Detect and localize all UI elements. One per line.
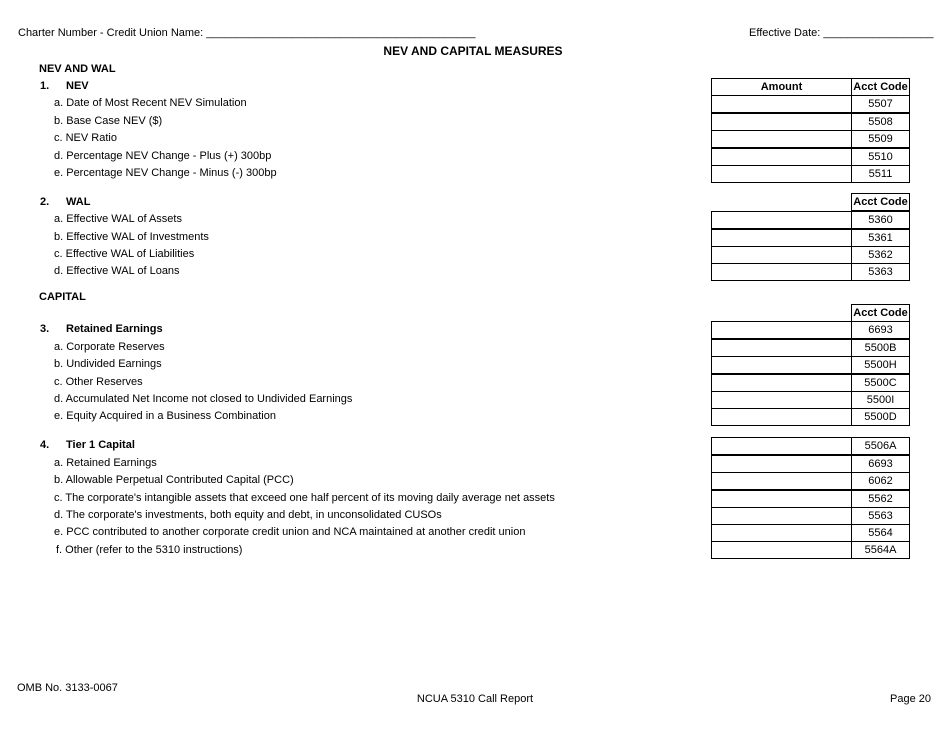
nev-amount-input[interactable] bbox=[711, 165, 852, 183]
retained-earnings-acct-code: 6693 bbox=[851, 321, 910, 339]
tier1-item-acct-code: 5562 bbox=[851, 490, 910, 508]
tier1-item-acct-code: 5564A bbox=[851, 541, 910, 559]
retained-item-label: a. Corporate Reserves bbox=[54, 341, 165, 353]
retained-acct-code: 5500H bbox=[851, 356, 910, 374]
retained-item-label: b. Undivided Earnings bbox=[54, 358, 162, 370]
nev-acct-code: 5508 bbox=[851, 113, 910, 131]
wal-amount-input[interactable] bbox=[711, 229, 852, 247]
effective-date-field[interactable]: Effective Date: __________________ bbox=[749, 27, 934, 39]
wal-amount-input[interactable] bbox=[711, 246, 852, 264]
retained-amount-input[interactable] bbox=[711, 339, 852, 357]
wal-acct-code: 5363 bbox=[851, 263, 910, 281]
section-title-retained-earnings: Retained Earnings bbox=[66, 323, 163, 335]
nev-acct-code: 5511 bbox=[851, 165, 910, 183]
nev-item-label: b. Base Case NEV ($) bbox=[54, 115, 163, 127]
nev-amount-input[interactable] bbox=[711, 113, 852, 131]
tier1-item-acct-code: 5564 bbox=[851, 524, 910, 542]
section-title-nev: NEV bbox=[66, 80, 89, 92]
tier1-item-label: b. Allowable Perpetual Contributed Capital (PCC) bbox=[54, 474, 294, 486]
tier1-amount-input[interactable] bbox=[711, 455, 852, 473]
page-number: Page 20 bbox=[890, 693, 931, 705]
section-title-tier1-capital: Tier 1 Capital bbox=[66, 439, 135, 451]
nev-item-label: e. Percentage NEV Change - Minus (-) 300bp bbox=[54, 167, 277, 179]
tier1-amount-input[interactable] bbox=[711, 541, 852, 559]
retained-item-label: d. Accumulated Net Income not closed to Undivided Earnings bbox=[54, 393, 353, 405]
wal-amount-input[interactable] bbox=[711, 211, 852, 229]
tier1-item-label: d. The corporate's investments, both equity and debt, in unconsolidated CUSOs bbox=[54, 509, 442, 521]
report-name: NCUA 5310 Call Report bbox=[416, 693, 534, 705]
tier1-item-label: c. The corporate's intangible assets that exceed one half percent of its moving daily average net assets bbox=[54, 492, 555, 504]
retained-item-label: c. Other Reserves bbox=[54, 376, 143, 388]
tier1-item-acct-code: 6062 bbox=[851, 472, 910, 490]
tier1-item-acct-code: 6693 bbox=[851, 455, 910, 473]
wal-item-label: a. Effective WAL of Assets bbox=[54, 213, 182, 225]
section-number-retained-earnings: 3. bbox=[40, 323, 50, 335]
charter-number-field[interactable]: Charter Number - Credit Union Name: ____________________________________________ bbox=[18, 27, 476, 39]
section-number-nev: 1. bbox=[40, 80, 50, 92]
omb-number: OMB No. 3133-0067 bbox=[17, 682, 118, 694]
retained-amount-input[interactable] bbox=[711, 374, 852, 392]
nev-amount-input[interactable] bbox=[711, 130, 852, 148]
nev-amount-input[interactable] bbox=[711, 95, 852, 113]
wal-acct-code: 5360 bbox=[851, 211, 910, 229]
section-number-tier1-capital: 4. bbox=[40, 439, 50, 451]
nev-acct-code: 5509 bbox=[851, 130, 910, 148]
acct-code-column-header: Acct Code bbox=[851, 193, 910, 211]
acct-code-column-header: Acct Code bbox=[851, 304, 910, 322]
retained-item-label: e. Equity Acquired in a Business Combination bbox=[54, 410, 276, 422]
tier1-item-label: a. Retained Earnings bbox=[54, 457, 157, 469]
tier1-item-label: e. PCC contributed to another corporate credit union and NCA maintained at another credit union bbox=[54, 526, 526, 538]
nev-item-label: d. Percentage NEV Change - Plus (+) 300bp bbox=[54, 150, 272, 162]
retained-acct-code: 5500C bbox=[851, 374, 910, 392]
wal-acct-code: 5362 bbox=[851, 246, 910, 264]
section-title-wal: WAL bbox=[66, 196, 91, 208]
tier1-amount-input[interactable] bbox=[711, 490, 852, 508]
tier1-amount-input[interactable] bbox=[711, 524, 852, 542]
nev-acct-code: 5507 bbox=[851, 95, 910, 113]
tier1-item-label: f. Other (refer to the 5310 instructions) bbox=[56, 544, 243, 556]
tier1-amount-input[interactable] bbox=[711, 507, 852, 525]
wal-acct-code: 5361 bbox=[851, 229, 910, 247]
retained-acct-code: 5500D bbox=[851, 408, 910, 426]
page-title: NEV AND CAPITAL MEASURES bbox=[383, 44, 563, 58]
acct-code-column-header: Acct Code bbox=[851, 78, 910, 96]
amount-column-header: Amount bbox=[711, 78, 852, 96]
retained-amount-input[interactable] bbox=[711, 408, 852, 426]
wal-item-label: d. Effective WAL of Loans bbox=[54, 265, 180, 277]
retained-amount-input[interactable] bbox=[711, 356, 852, 374]
section-heading-nev-wal: NEV AND WAL bbox=[39, 63, 116, 75]
wal-item-label: b. Effective WAL of Investments bbox=[54, 231, 209, 243]
nev-acct-code: 5510 bbox=[851, 148, 910, 166]
nev-item-label: a. Date of Most Recent NEV Simulation bbox=[54, 97, 247, 109]
tier1-total-input[interactable] bbox=[711, 437, 852, 455]
tier1-acct-code: 5506A bbox=[851, 437, 910, 455]
section-heading-capital: CAPITAL bbox=[39, 291, 86, 303]
wal-item-label: c. Effective WAL of Liabilities bbox=[54, 248, 195, 260]
tier1-item-acct-code: 5563 bbox=[851, 507, 910, 525]
retained-amount-input[interactable] bbox=[711, 391, 852, 409]
retained-earnings-total-input[interactable] bbox=[711, 321, 852, 339]
wal-amount-input[interactable] bbox=[711, 263, 852, 281]
nev-amount-input[interactable] bbox=[711, 148, 852, 166]
tier1-amount-input[interactable] bbox=[711, 472, 852, 490]
nev-item-label: c. NEV Ratio bbox=[54, 132, 117, 144]
section-number-wal: 2. bbox=[40, 196, 50, 208]
retained-acct-code: 5500I bbox=[851, 391, 910, 409]
retained-acct-code: 5500B bbox=[851, 339, 910, 357]
